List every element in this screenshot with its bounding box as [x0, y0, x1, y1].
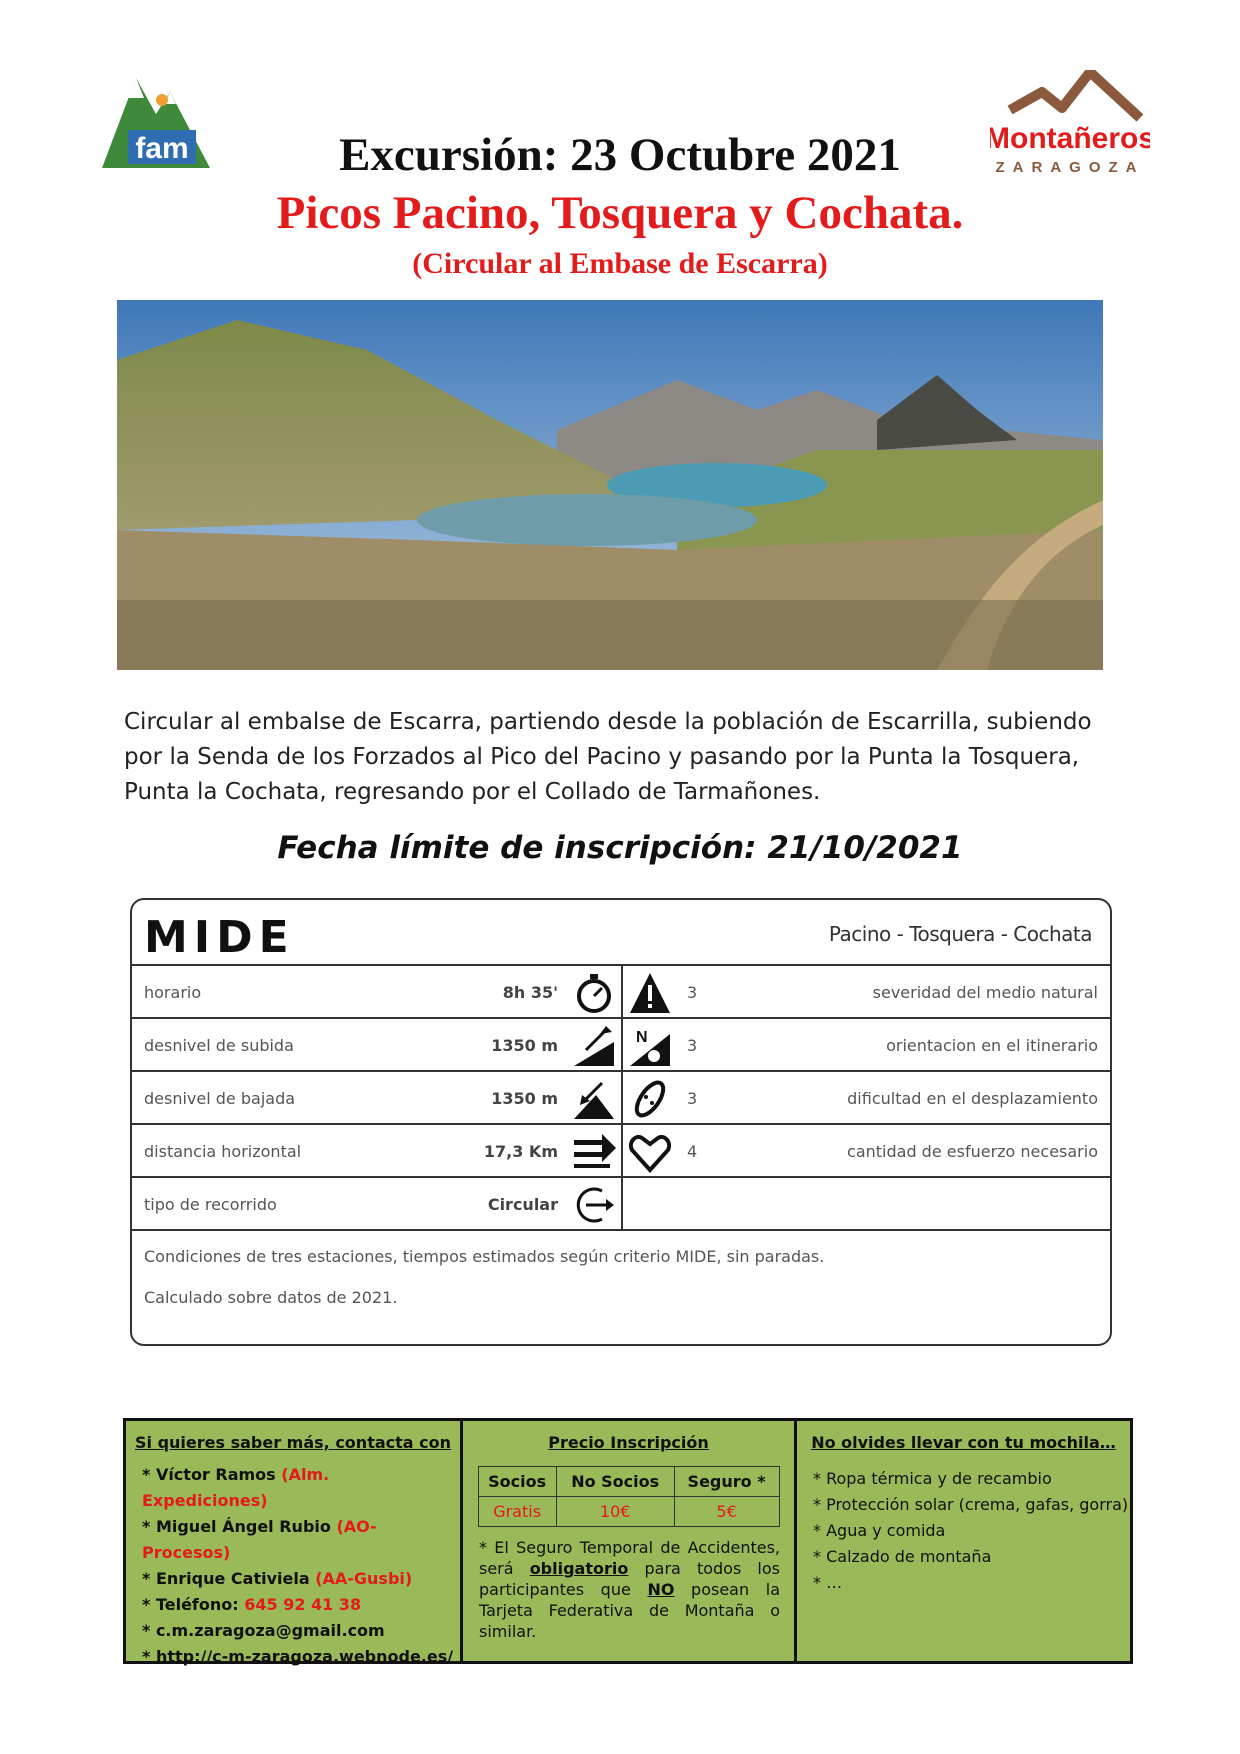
svg-text:Montañeros: Montañeros [990, 122, 1150, 155]
price-header: Socios [478, 1467, 556, 1497]
mide-label: distancia horizontal [144, 1142, 302, 1161]
contact-item: * Miguel Ángel Rubio (AO-Procesos) [142, 1517, 377, 1562]
mide-value: 1350 m [491, 1089, 558, 1108]
svg-text:fam: fam [135, 132, 189, 165]
contact-email-link[interactable]: * c.m.zaragoza@gmail.com [142, 1621, 385, 1640]
price-title: Precio Inscripción [548, 1433, 709, 1452]
backpack-item: * Calzado de montaña [813, 1547, 992, 1566]
contact-column [126, 1421, 463, 1666]
contact-item: * Enrique Cativiela (AA-Gusbi) [142, 1569, 413, 1588]
stopwatch-icon [572, 971, 616, 1015]
insurance-note: * El Seguro Temporal de Accidentes, será obligatorio para todos los participantes que NO posean la Tarjeta Federativa de Montaña o similar. [479, 1538, 780, 1641]
mide-route-name: Pacino - Tosquera - Cochata [828, 922, 1092, 946]
backpack-list [813, 1466, 1130, 1596]
backpack-item: * … [813, 1573, 843, 1592]
mide-value: 17,3 Km [483, 1142, 558, 1161]
landscape-photo [117, 300, 1103, 670]
mide-row-subida [132, 1019, 1110, 1072]
price-value: 5€ [674, 1497, 779, 1527]
mide-note-year: Calculado sobre datos de 2021. [144, 1288, 398, 1307]
descent-icon [572, 1077, 616, 1121]
contact-item: * Víctor Ramos (Alm. Expediciones) [142, 1465, 330, 1510]
distance-arrow-icon [572, 1130, 616, 1174]
mide-score: 3 [687, 1089, 698, 1108]
mide-header [132, 900, 1110, 966]
price-header: No Socios [556, 1467, 674, 1497]
excursion-subtitle: (Circular al Embase de Escarra) [412, 247, 828, 280]
backpack-item: * Ropa térmica y de recambio [813, 1469, 1052, 1488]
backpack-item: * Protección solar (crema, gafas, gorra) [813, 1495, 1129, 1514]
boot-icon [628, 1077, 672, 1121]
warning-triangle-icon [628, 971, 672, 1015]
mide-panel [130, 898, 1112, 1346]
mide-description: severidad del medio natural [872, 983, 1098, 1002]
mide-description: dificultad en el desplazamiento [847, 1089, 1098, 1108]
circular-route-icon [572, 1183, 616, 1227]
mide-row-horario [132, 966, 1110, 1019]
price-header: Seguro * [674, 1467, 779, 1497]
info-panel [123, 1418, 1133, 1664]
mide-value: Circular [487, 1195, 558, 1214]
excursion-peaks-title: Picos Pacino, Tosquera y Cochata. [276, 187, 964, 239]
price-value: Gratis [478, 1497, 556, 1527]
mide-score: 3 [687, 983, 698, 1002]
contact-phone[interactable]: * Teléfono: 645 92 41 38 [142, 1595, 362, 1614]
backpack-title: No olvides llevar con tu mochila… [811, 1433, 1116, 1452]
mide-row-tipo [132, 1178, 1110, 1231]
ascent-icon [572, 1024, 616, 1068]
mide-description: orientacion en el itinerario [886, 1036, 1098, 1055]
mide-score: 4 [687, 1142, 698, 1161]
mide-value: 8h 35' [502, 983, 558, 1002]
mide-label: tipo de recorrido [144, 1195, 277, 1214]
mide-score: 3 [687, 1036, 698, 1055]
contact-website-link[interactable]: * http://c-m-zaragoza.webnode.es/ [142, 1647, 454, 1666]
mide-value: 1350 m [491, 1036, 558, 1055]
mide-label: desnivel de bajada [144, 1089, 296, 1108]
registration-deadline: Fecha límite de inscripción: 21/10/2021 [277, 830, 963, 866]
mide-description: cantidad de esfuerzo necesario [847, 1142, 1098, 1161]
svg-text:N: N [636, 1029, 648, 1046]
mide-label: horario [144, 983, 202, 1002]
orientation-icon [628, 1024, 672, 1068]
price-column [463, 1421, 797, 1661]
mide-logo: MIDE [144, 912, 295, 963]
svg-text:ZARAGOZA: ZARAGOZA [995, 159, 1145, 176]
contact-title: Si quieres saber más, contacta con [135, 1433, 451, 1452]
intro-paragraph: Circular al embalse de Escarra, partiendo desde la población de Escarrilla, subiendo por la Senda de los Forzados al Pico del Pacino y pasando por la Punta la Tosquera, Punta la Cochata, regresando por el Collado de Tarmañones. [124, 709, 1092, 805]
mide-row-distancia [132, 1125, 1110, 1178]
contact-list [142, 1462, 460, 1670]
mide-note-conditions: Condiciones de tres estaciones, tiempos estimados según criterio MIDE, sin paradas. [144, 1247, 825, 1266]
heart-effort-icon [628, 1130, 672, 1174]
excursion-date-title: Excursión: 23 Octubre 2021 [339, 129, 901, 181]
price-value: 10€ [556, 1497, 674, 1527]
backpack-item: * Agua y comida [813, 1521, 946, 1540]
backpack-column [797, 1421, 1130, 1661]
mide-row-bajada [132, 1072, 1110, 1125]
price-table [478, 1466, 780, 1527]
mide-label: desnivel de subida [144, 1036, 294, 1055]
